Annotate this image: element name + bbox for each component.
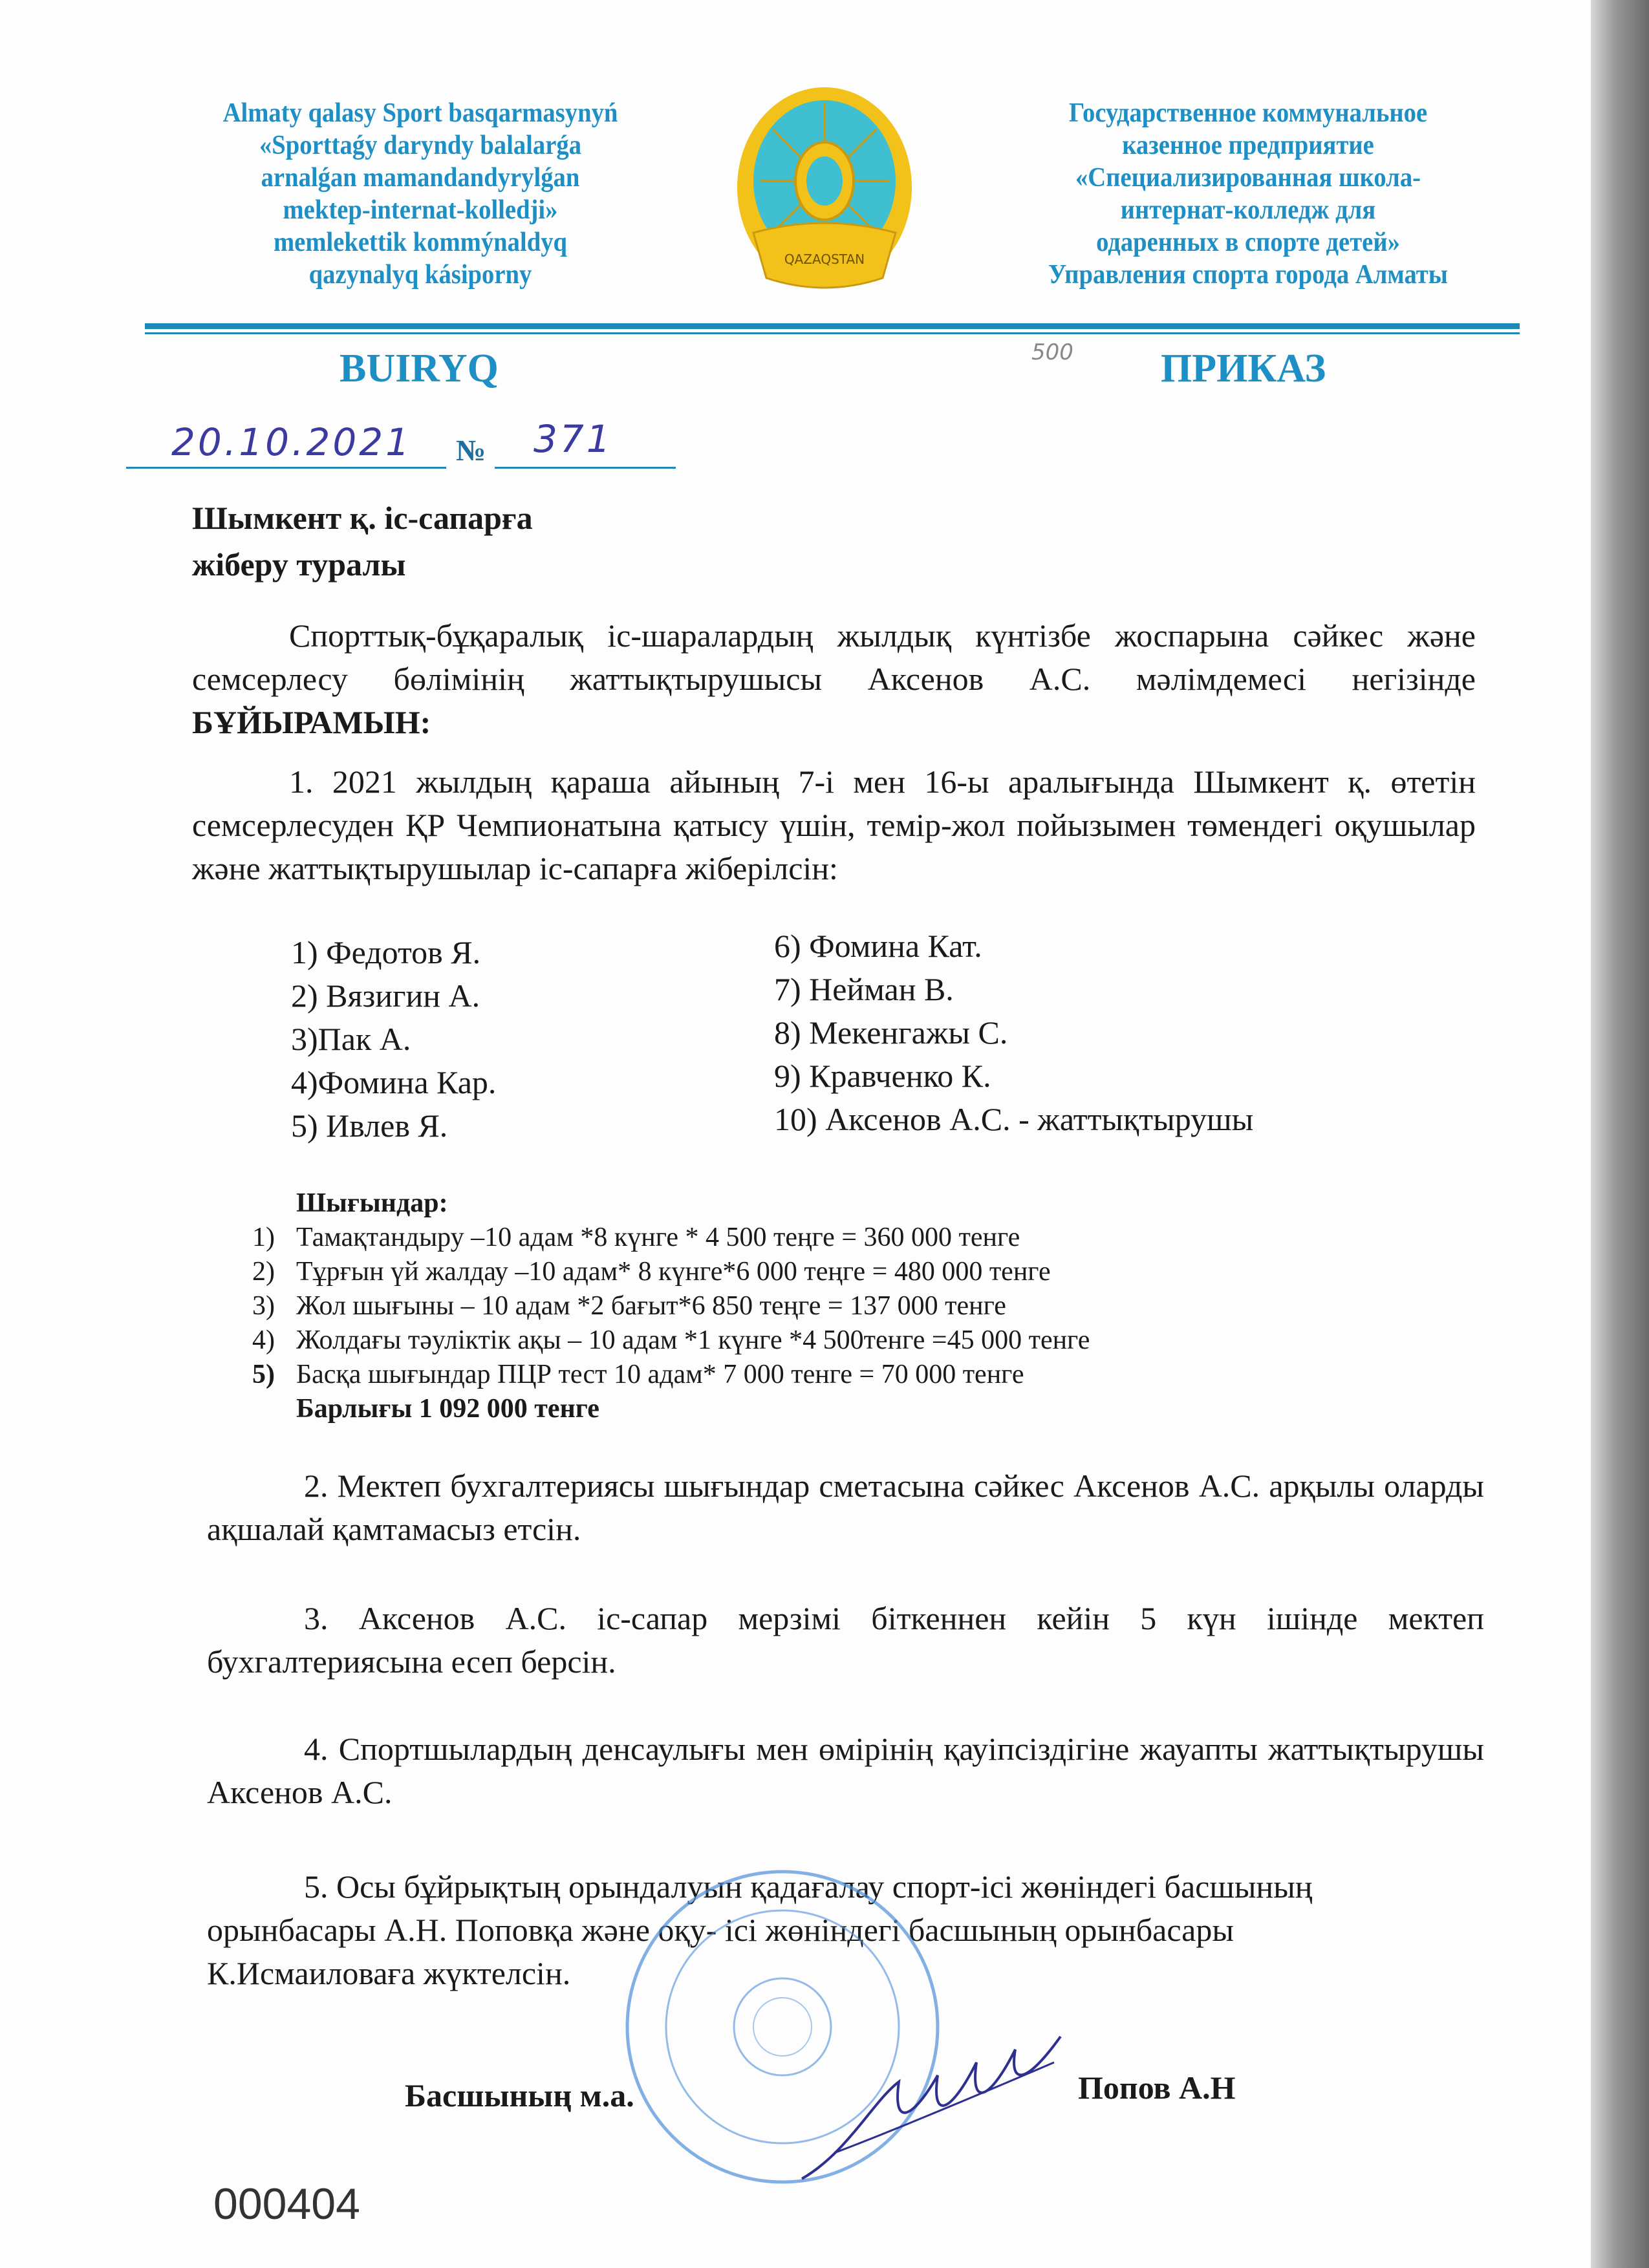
expenses-heading: Шығындар: [296, 1188, 448, 1218]
expense-text: Жолдағы тәуліктік ақы – 10 адам *1 күнге *4 500тенге =45 000 тенге [296, 1325, 1090, 1355]
intro-paragraph [192, 614, 1476, 744]
item-4 [207, 1728, 1484, 1814]
signer-name: Попов А.Н [1078, 2070, 1236, 2106]
expenses-total: Барлығы 1 092 000 тенге [296, 1394, 599, 1424]
item-1 [192, 760, 1476, 890]
order-date: 20.10.2021 [171, 420, 413, 464]
emblem-text: QAZAQSTAN [784, 251, 865, 267]
expense-text: Тұрғын үй жалдау –10 адам* 8 күнге*6 000 теңге = 480 000 тенге [296, 1257, 1051, 1287]
participant: 1) Федотов Я. [291, 934, 481, 970]
header-kz-line: mektep-internat-kolledji» [283, 195, 558, 225]
participant: 6) Фомина Кат. [774, 928, 982, 964]
participant: 5) Ивлев Я. [291, 1107, 448, 1144]
header-kz-line: arnalǵan mamandandyrylǵan [261, 163, 580, 193]
header-ru-line: казенное предприятие [1122, 131, 1374, 160]
expense-item [252, 1221, 1090, 1255]
signature-icon [795, 2024, 1067, 2192]
doc-kind-kz: BUIRYQ [339, 347, 499, 390]
participants-right [774, 925, 1253, 1141]
expense-item [252, 1255, 1090, 1289]
expense-number: 1) [252, 1223, 275, 1252]
header-kz-line: qazynalyq kásiporny [308, 260, 532, 290]
signer-title: Басшының м.а. [405, 2077, 634, 2113]
header-ru-line: Государственное коммунальное [1068, 98, 1428, 128]
header-kz-line: Almaty qalasy Sport basqarmasynyń [222, 98, 618, 128]
participant: 7) Нейман В. [774, 971, 954, 1007]
scan-edge-shadow [1591, 0, 1649, 2268]
participant: 8) Мекенгажы С. [774, 1014, 1008, 1051]
handwritten-mark: 500 [1031, 339, 1073, 365]
expense-text: Басқа шығындар ПЦР тест 10 адам* 7 000 тенге = 70 000 тенге [296, 1360, 1024, 1389]
item-2-text: 2. Мектеп бухгалтериясы шығындар сметасына сәйкес Аксенов А.С. арқылы оларды ақшалай қамтамасыз етсін. [207, 1468, 1484, 1547]
intro-text: Спорттық-бұқаралық іс-шаралардың жылдық күнтізбе жоспарына сәйкес және семсерлесу бөлімінің жаттықтырушысы Аксенов А.С. мәлімдемесі негізінде [192, 617, 1476, 697]
participants-left [291, 931, 496, 1148]
number-sign: № [456, 434, 486, 467]
item-5-text: 5. Осы бұйрықтың орындалуын қадағалау спорт-ісі жөніндегі басшының орынбасары А.Н. Поповқа және оқу- ісі жөніндегі басшының орынбасары К.Исмаиловаға жүктелсін. [207, 1868, 1313, 1991]
expense-text: Тамақтандыру –10 адам *8 күнге * 4 500 теңге = 360 000 тенге [296, 1223, 1020, 1252]
date-underline [126, 467, 446, 469]
header-divider [145, 323, 1520, 329]
expense-item [252, 1358, 1090, 1392]
intro-bold: БҰЙЫРАМЫН: [192, 704, 431, 740]
header-kz-line: memlekettik kommýnaldyq [273, 228, 568, 257]
item-2 [207, 1464, 1484, 1551]
item-3-text: 3. Аксенов А.С. іс-сапар мерзімі біткеннен кейін 5 күн ішінде мектеп бухгалтериясына есеп берсін. [207, 1600, 1484, 1680]
expense-item [252, 1289, 1090, 1323]
item-3 [207, 1597, 1484, 1684]
item-1-text: 1. 2021 жылдың қараша айының 7-і мен 16-ы аралығында Шымкент қ. өтетін семсерлесуден ҚР Чемпионатына қатысу үшін, темір-жол пойызымен төмендегі оқушылар және жаттықтырушылар іс-сапарға жіберілсін: [192, 764, 1476, 886]
expense-number: 5) [252, 1360, 275, 1389]
header-kz-line: «Sporttaǵy daryndy balalarǵa [259, 131, 582, 160]
order-title [192, 495, 533, 588]
expense-number: 2) [252, 1257, 275, 1287]
header-kazakh [212, 97, 629, 291]
participant: 3)Пак А. [291, 1021, 411, 1057]
header-ru-line: одаренных в спорте детей» [1096, 228, 1400, 257]
header-russian [1028, 97, 1469, 291]
expense-item [252, 1323, 1090, 1358]
participant: 4)Фомина Кар. [291, 1064, 497, 1100]
expenses [252, 1186, 1090, 1426]
kazakhstan-emblem-icon [734, 84, 915, 297]
participant: 2) Вязигин А. [291, 978, 480, 1014]
title-line: Шымкент қ. іс-сапарға [192, 500, 533, 536]
number-underline [495, 467, 676, 469]
order-number: 371 [534, 417, 613, 461]
header-ru-line: Управления спорта города Алматы [1048, 260, 1448, 290]
header-ru-line: «Специализированная школа- [1075, 163, 1421, 193]
title-line: жіберу туралы [192, 546, 406, 583]
expense-number: 4) [252, 1325, 275, 1355]
expense-text: Жол шығыны – 10 адам *2 бағыт*6 850 теңге = 137 000 тенге [296, 1291, 1006, 1321]
participant: 9) Кравченко К. [774, 1058, 991, 1094]
item-4-text: 4. Спортшылардың денсаулығы мен өмірінің қауіпсіздігіне жауапты жаттықтырушы Аксенов А.С. [207, 1731, 1484, 1810]
serial-number: 000404 [213, 2179, 360, 2229]
header-ru-line: интернат-колледж для [1120, 195, 1376, 225]
participant: 10) Аксенов А.С. - жаттықтырушы [774, 1101, 1254, 1137]
expense-number: 3) [252, 1291, 275, 1321]
doc-kind-ru: ПРИКАЗ [1161, 347, 1326, 390]
header-divider-thin [145, 332, 1520, 334]
